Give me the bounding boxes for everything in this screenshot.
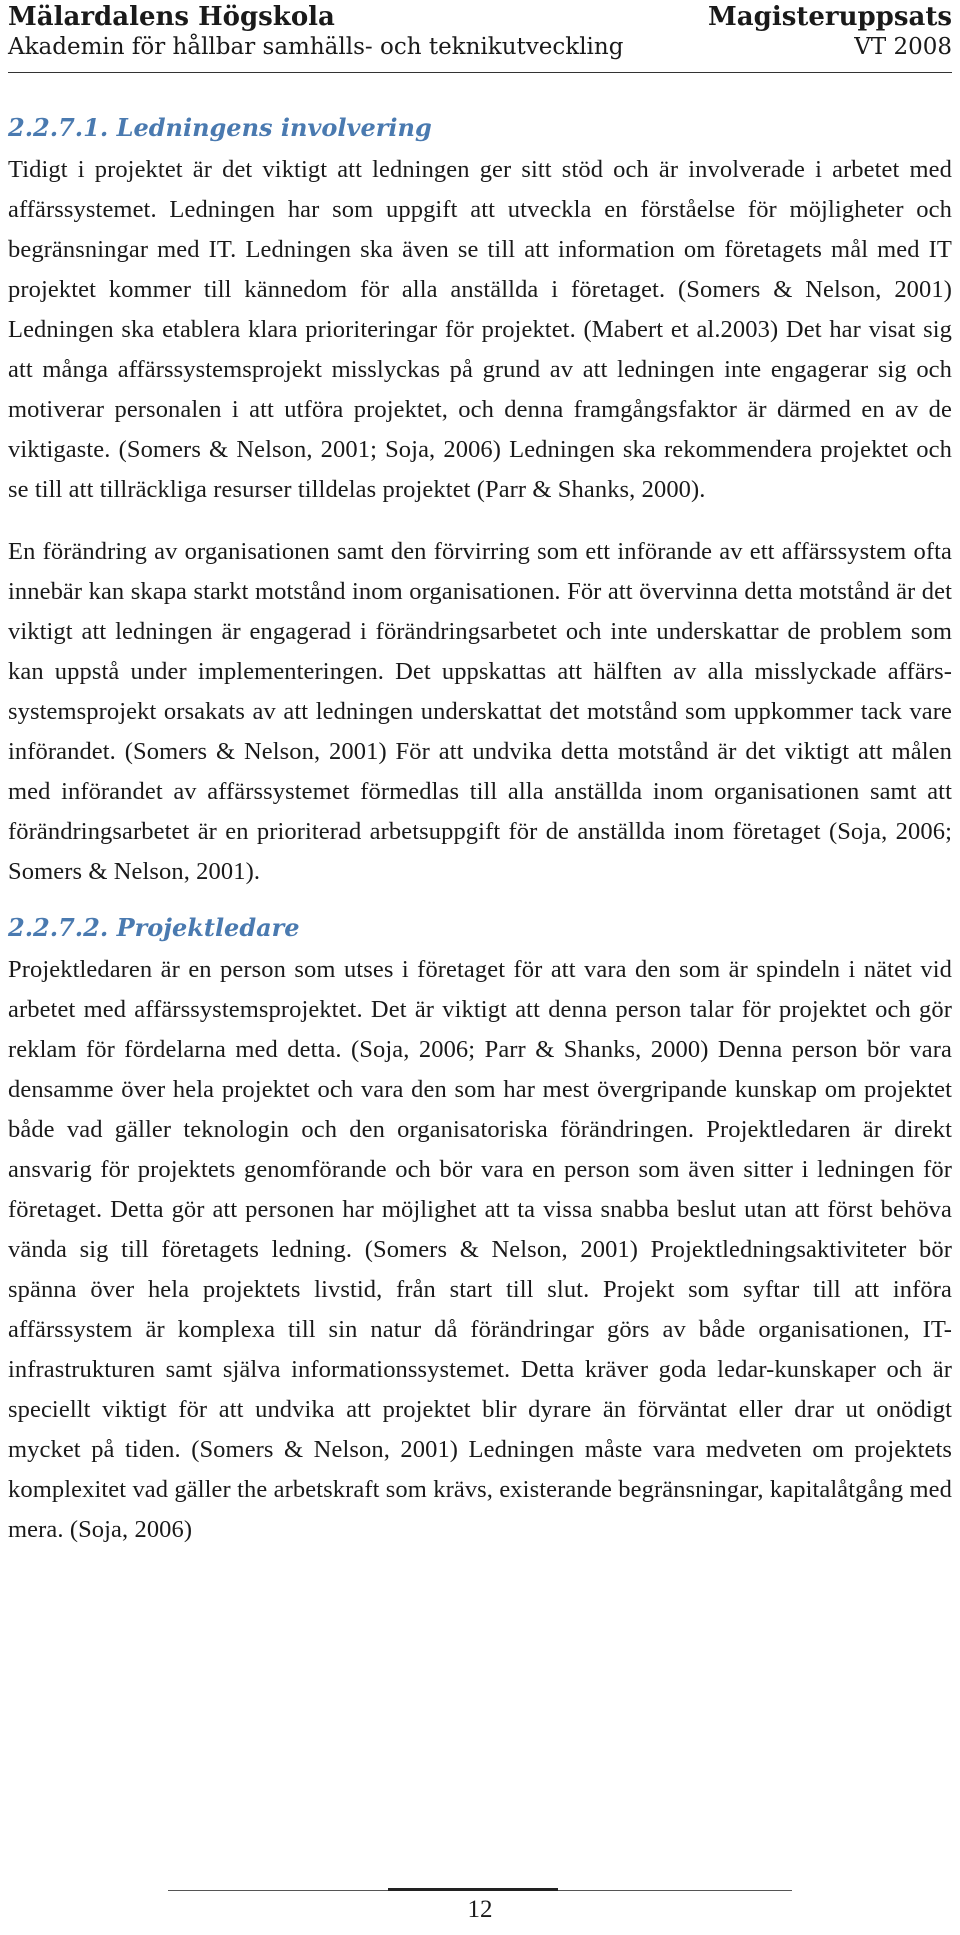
term-label: VT 2008 <box>854 34 952 60</box>
page-number: 12 <box>467 1896 493 1923</box>
body-paragraph: Tidigt i projektet är det viktigt att ledningen ger sitt stöd och är involverade i arbetet med affärssystemet. Ledningen har som uppgift att utveckla en förståelse för möjligheter och begränsningar med IT. Ledningen ska även se till att information om företagets mål med IT projektet kommer till kännedom för alla anställda i företaget. (Somers & Nelson, 2001) Ledningen ska etablera klara prioriteringar för projektet. (Mabert et al.2003) Det har visat sig att många affärssystemsprojekt misslyckas på grund av att ledningen inte engagerar sig och motiverar personalen i att utföra projektet, och denna framgångsfaktor är därmed en av de viktigaste. (Somers & Nelson, 2001; Soja, 2006) Ledningen ska rekommendera projektet och se till att tillräckliga resurser tilldelas projektet (Parr & Shanks, 2000). <box>8 156 952 503</box>
section-heading: 2.2.7.2. Projektledare <box>8 913 300 942</box>
page-header <box>8 0 952 73</box>
section-projektledare <box>8 910 952 1550</box>
department-name: Akademin för hållbar samhälls- och teknikutveckling <box>8 34 624 60</box>
section-heading: 2.2.7.1. Ledningens involvering <box>8 113 432 142</box>
page-content <box>8 110 952 1572</box>
page-footer <box>8 1870 952 1930</box>
body-paragraph: En förändring av organisationen samt den förvirring som ett införande av ett affärssystem ofta innebär kan skapa starkt motstånd inom organisationen. För att övervinna detta motstånd är det viktigt att ledningen är engagerad i förändringsarbetet och inte underskattar de problem som kan uppstå under implementeringen. Det uppskattas att hälften av alla misslyckade affärs-systemsprojekt orsakats av att ledningen underskattat det motstånd som uppkommer tack vare införandet. (Somers & Nelson, 2001) För att undvika detta motstånd är det viktigt att målen med införandet av affärssystemet förmedlas till alla anställda inom organisationen samt att förändringsarbetet är en prioriterad arbetsuppgift för de anställda inom företaget (Soja, 2006; Somers & Nelson, 2001). <box>8 538 952 885</box>
footer-rule-accent <box>388 1888 558 1891</box>
header-row-top <box>8 2 952 32</box>
institution-name: Mälardalens Högskola <box>8 2 335 32</box>
document-type: Magisteruppsats <box>708 2 952 32</box>
header-row-bottom <box>8 34 952 60</box>
section-ledningens-involvering <box>8 110 952 892</box>
body-paragraph: Projektledaren är en person som utses i företaget för att vara den som är spindeln i nätet vid arbetet med affärssystemsprojektet. Det är viktigt att denna person talar för projektet och gör reklam för fördelarna med detta. (Soja, 2006; Parr & Shanks, 2000) Denna person bör vara densamme över hela projektet och vara den som har mest övergripande kunskap om projektet både vad gäller teknologin och den organisatoriska förändringen. Projektledaren är direkt ansvarig för projektets genomförande och bör vara en person som även sitter i ledningen för företaget. Detta gör att personen har möjlighet att ta vissa snabba beslut utan att först behöva vända sig till företagets ledning. (Somers & Nelson, 2001) Projektledningsaktiviteter bör spänna över hela projektets livstid, från start till slut. Projekt som syftar till att införa affärssystem är komplexa till sin natur då förändringar görs av både organisationen, IT-infrastrukturen samt själva informationssystemet. Detta kräver goda ledar-kunskaper och är speciellt viktigt för att undvika att projektet blir dyrare än förväntat eller drar ut onödigt mycket på tiden. (Somers & Nelson, 2001) Ledningen måste vara medveten om projektets komplexitet vad gäller the arbetskraft som krävs, existerande begränsningar, kapitalåtgång med mera. (Soja, 2006) <box>8 956 952 1543</box>
